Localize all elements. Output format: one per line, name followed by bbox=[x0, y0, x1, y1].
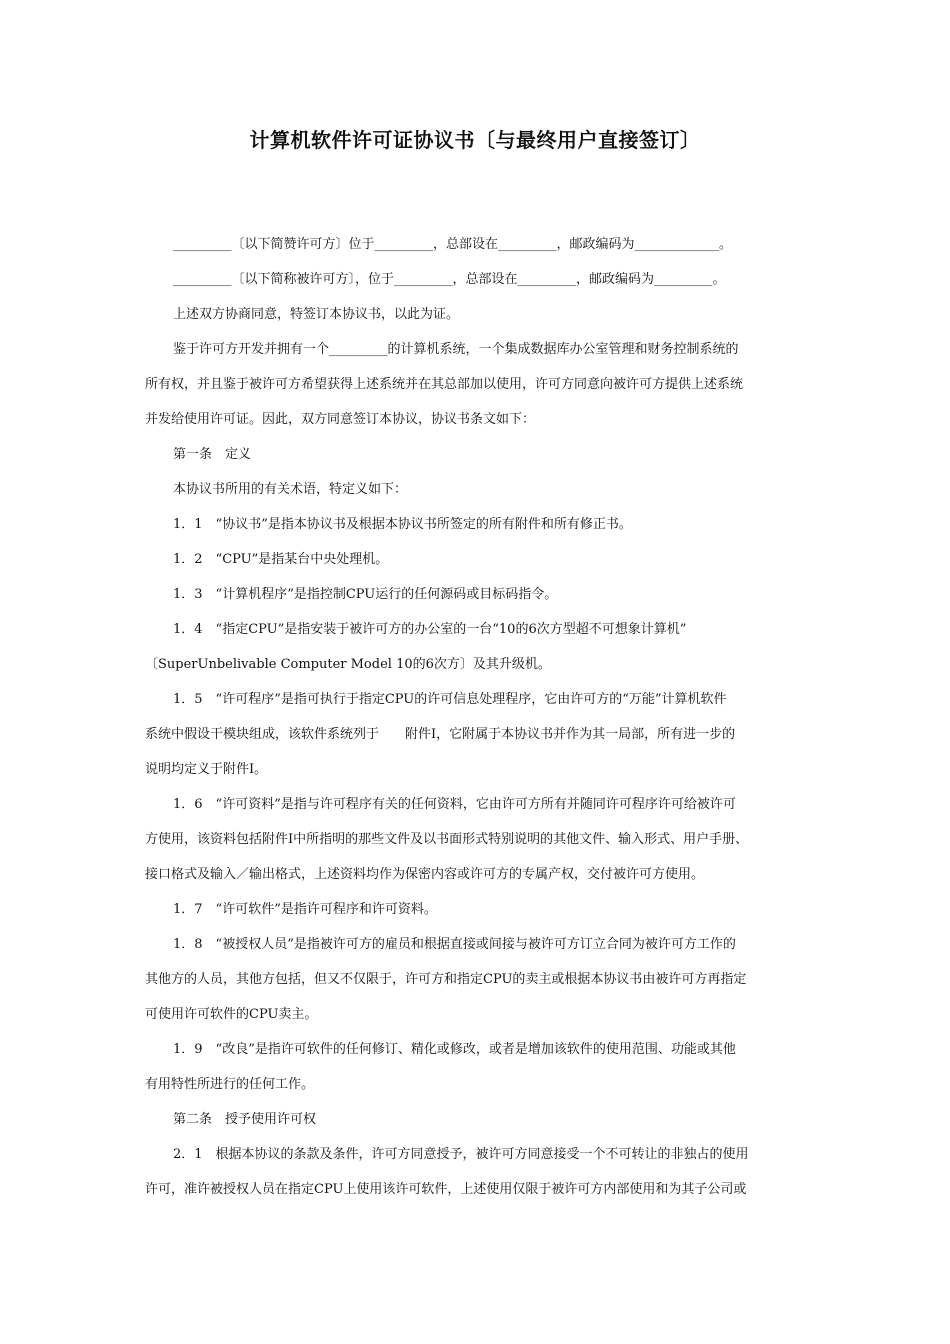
text-line: 鉴于许可方开发并拥有一个_________的计算机系统，一个集成数据库办公室管理和财务控制系统的 bbox=[173, 342, 739, 357]
document-title: 计算机软件许可证协议书〔与最终用户直接签订〕 bbox=[249, 128, 701, 152]
clause-line: 1．4 “指定CPU”是指安装于被许可方的办公室的一台“10的6次方型超不可想象计算机” bbox=[173, 622, 687, 637]
text-line: 所有权，并且鉴于被许可方希望获得上述系统并在其总部加以使用，许可方同意向被许可方提供上述系统 bbox=[145, 377, 744, 392]
text-line: 方使用，该资料包括附件I中所指明的那些文件及以书面形式特别说明的其他文件、输入形式、用户手册、 bbox=[145, 832, 749, 847]
clause-line: 1．3 “计算机程序”是指控制CPU运行的任何源码或目标码指令。 bbox=[173, 587, 558, 602]
section-heading: 第一条 定义 bbox=[173, 447, 252, 462]
text-line: 本协议书所用的有关术语，特定义如下： bbox=[173, 482, 408, 497]
text-line: _________〔以下简赞许可方〕位于_________，总部设在_________，邮政编码为_____________。 bbox=[173, 237, 733, 252]
text-line: 说明均定义于附件I。 bbox=[145, 762, 268, 777]
clause-line: 2．1 根据本协议的条款及条件，许可方同意授予，被许可方同意接受一个不可转让的非独占的使用 bbox=[173, 1147, 749, 1162]
clause-line: 1．7 “许可软件”是指许可程序和许可资料。 bbox=[173, 902, 437, 917]
text-line: 上述双方协商同意，特签订本协议书，以此为证。 bbox=[173, 307, 460, 322]
clause-line: 1．1 “协议书”是指本协议书及根据本协议书所签定的所有附件和所有修正书。 bbox=[173, 517, 632, 532]
text-line: 可使用许可软件的CPU卖主。 bbox=[145, 1007, 318, 1022]
clause-line: 1．8 “被授权人员”是指被许可方的雇员和根据直接或间接与被许可方订立合同为被许可方工作的 bbox=[173, 937, 736, 952]
section-heading: 第二条 授予使用许可权 bbox=[173, 1112, 317, 1127]
clause-line: 1．9 “改良”是指许可软件的任何修订、精化或修改，或者是增加该软件的使用范围、功能或其他 bbox=[173, 1042, 736, 1057]
text-line: 并发给使用许可证。因此，双方同意签订本协议，协议书条文如下： bbox=[145, 412, 536, 427]
text-line: 接口格式及输入／输出格式，上述资料均作为保密内容或许可方的专属产权，交付被许可方使用。 bbox=[145, 867, 705, 882]
text-line: 系统中假设干模块组成，该软件系统列于 附件I，它附属于本协议书并作为其一局部，所有进一步的 bbox=[145, 727, 736, 742]
text-line: 许可，准许被授权人员在指定CPU上使用该许可软件，上述使用仅限于被许可方内部使用和为其子公司或 bbox=[145, 1182, 747, 1197]
text-line: 其他方的人员，其他方包括，但又不仅限于，许可方和指定CPU的卖主或根据本协议书由被许可方再指定 bbox=[145, 972, 747, 987]
clause-line: 1．5 “许可程序”是指可执行于指定CPU的许可信息处理程序，它由许可方的“万能”计算机软件 bbox=[173, 692, 727, 707]
clause-line: 1．2 “CPU”是指某台中央处理机。 bbox=[173, 552, 389, 567]
text-line: 〔SuperUnbelivable Computer Model 10的6次方〕及其升级机。 bbox=[145, 657, 551, 672]
text-line: _________〔以下简称被许可方〕，位于_________，总部设在_________，邮政编码为_________。 bbox=[173, 272, 726, 287]
clause-line: 1．6 “许可资料”是指与许可程序有关的任何资料，它由许可方所有并随同许可程序许可给被许可 bbox=[173, 797, 736, 812]
text-line: 有用特性所进行的任何工作。 bbox=[145, 1077, 315, 1092]
